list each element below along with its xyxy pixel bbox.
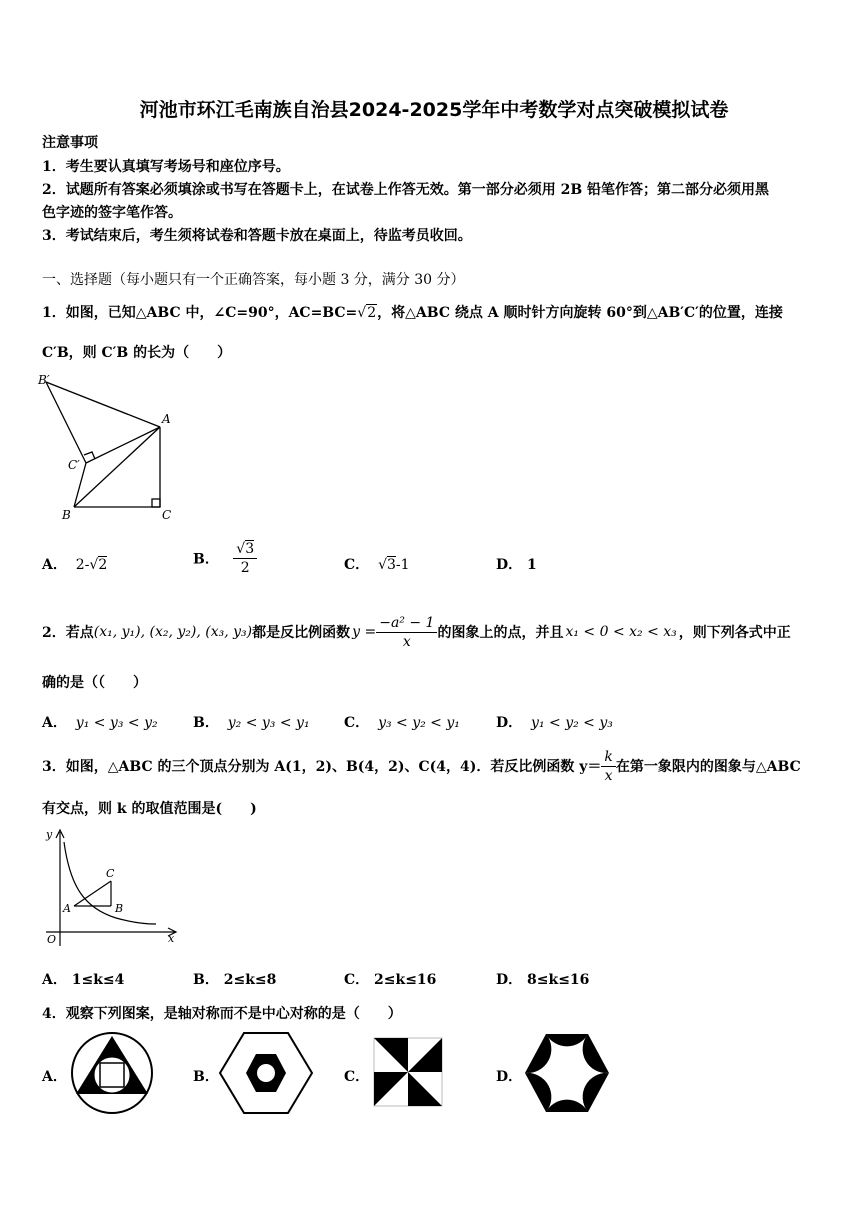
section-heading: 一、选择题（每小题只有一个正确答案，每小题 3 分，满分 30 分） [42,272,465,288]
q2-function-fraction: $\frac{\text{−a² − 1}}{x}$ [376,614,437,651]
label-b: B [115,902,124,915]
q1-option-d[interactable]: D． 1 [496,557,537,573]
q3-graph-figure [36,826,181,951]
label-a: A [162,412,171,426]
notice-heading: 注意事项 [42,135,98,151]
q4-option-d-letter[interactable]: D． [496,1069,523,1085]
label-b-prime: B′ [38,373,50,387]
q4-line1: 4．观察下列图案，是轴对称而不是中心对称的是（ ） [42,1006,402,1022]
q1-option-c[interactable]: C． √3-1 [344,557,410,573]
q1-triangle-figure [36,370,186,525]
q1-option-a[interactable]: A． 2-√2 [42,557,108,573]
q4-pattern-c[interactable] [372,1036,446,1108]
q1-option-b[interactable]: B． $\frac{√3}{2}$ [193,540,257,577]
q3-option-d[interactable]: D． 8≤k≤16 [496,972,590,988]
notice-item-2: 2．试题所有答案必须填涂或书写在答题卡上，在试卷上作答无效。第一部分必须用 2B 铅笔作答；第二部分必须用黑 [42,182,770,198]
q2-line1: 2．若点 (x₁, y₁), (x₂, y₂), (x₃, y₃) 都是反比例函数 y = $\frac{\text{−a² − 1}}{x}$ 的图象上的点，并且 x₁ < 0 < x₂ < x₃ ，则下列各式中正 [42,614,791,650]
q2-option-a[interactable]: A． y₁ < y₃ < y₂ [42,715,158,731]
q4-pattern-a[interactable] [68,1030,156,1116]
origin-label: O [47,933,57,946]
axis-y-label: y [46,828,53,841]
q1-line2: C′B，则 C′B 的长为（ ） [42,345,232,361]
notice-item-3: 3．考试结束后，考生须将试卷和答题卡放在桌面上，待监考员收回。 [42,228,472,244]
q4-option-b-letter[interactable]: B． [193,1069,219,1085]
q3-option-a[interactable]: A． 1≤k≤4 [42,972,125,988]
q2-condition: x₁ < 0 < x₂ < x₃ [565,624,677,640]
q2-option-d[interactable]: D． y₁ < y₂ < y₃ [496,715,613,731]
q1-line1 [42,302,783,322]
q4-option-a-letter[interactable]: A． [42,1069,67,1085]
label-c: C [106,867,115,880]
sqrt2-expr: √2 [357,305,377,321]
q3-option-b[interactable]: B． 2≤k≤8 [193,972,277,988]
q1-text-b: ，将△ABC 绕点 A 顺时针方向旋转 60°到△AB′C′的位置，连接 [377,305,783,321]
page-title: 河池市环江毛南族自治县2024-2025学年中考数学对点突破模拟试卷 [139,99,729,121]
q1-text-a: 1．如图，已知△ABC 中，∠C=90°，AC=BC= [42,305,358,321]
q2-option-c[interactable]: C． y₃ < y₂ < y₁ [344,715,460,731]
q4-pattern-b[interactable] [216,1030,316,1116]
label-c-prime: C′ [68,458,80,472]
notice-item-1: 1．考生要认真填写考场号和座位序号。 [42,159,290,175]
label-b: B [62,508,71,522]
q4-option-c-letter[interactable]: C． [344,1069,370,1085]
notice-item-2-cont: 色字迹的签字笔作答。 [42,205,182,221]
axis-x-label: x [168,932,175,945]
label-a: A [63,902,71,915]
q2-line2: 确的是（（ ） [42,675,147,691]
q2-points: (x₁, y₁), (x₂, y₂), (x₃, y₃) [93,624,253,640]
q3-line2: 有交点，则 k 的取值范围是( ) [42,801,257,817]
q2-option-b[interactable]: B． y₂ < y₃ < y₁ [193,715,310,731]
q4-pattern-d[interactable] [522,1030,612,1116]
label-c: C [162,508,172,522]
q3-line1: 3．如图，△ABC 的三个顶点分别为 A(1，2)、B(4，2)、C(4，4)．若反比例函数 y＝ $\frac{k}{x}$ 在第一象限内的图象与△ABC [42,748,801,784]
q3-option-c[interactable]: C． 2≤k≤16 [344,972,437,988]
q3-fraction: $\frac{k}{x}$ [601,748,615,785]
